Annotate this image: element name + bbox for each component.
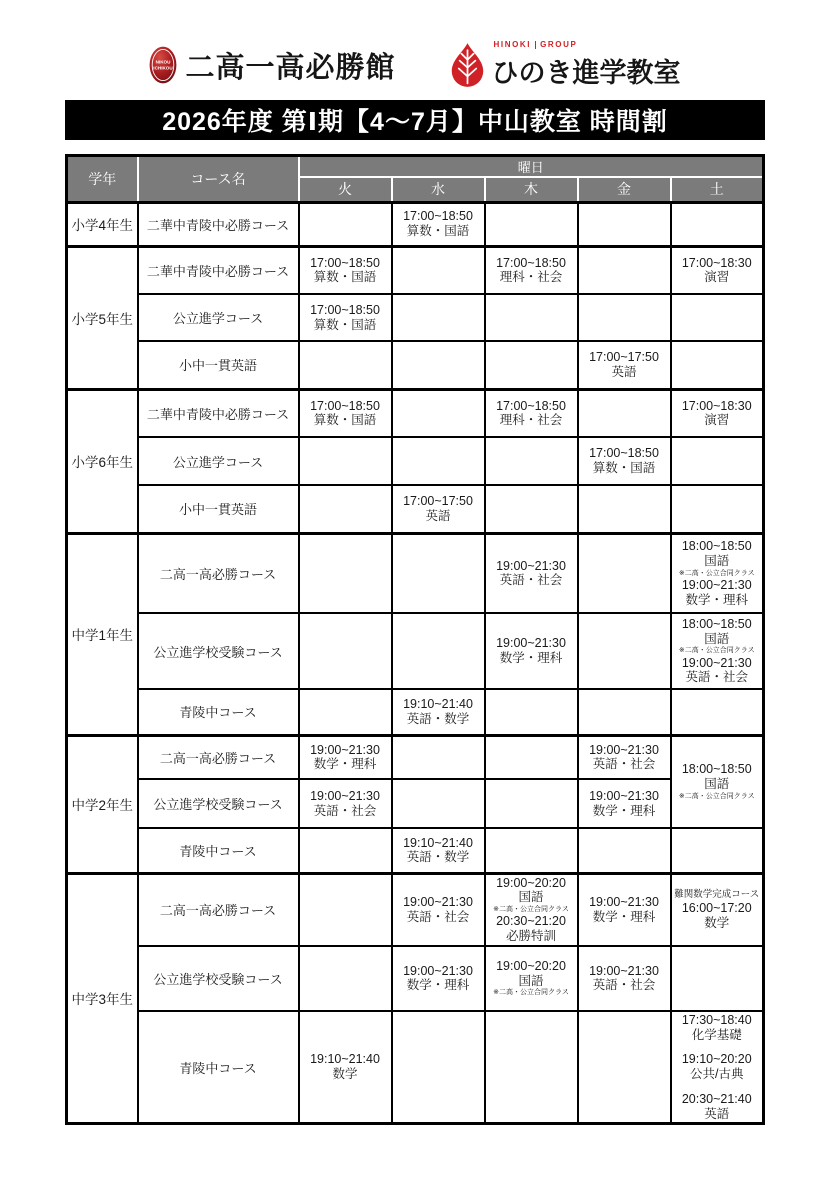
slot-cell: [485, 389, 578, 437]
slot-subject: 英語・数学: [406, 850, 470, 865]
slot-cell: [578, 779, 671, 828]
slot-time: 19:00~21:30: [681, 577, 752, 592]
slot-cell: [578, 389, 671, 437]
timetable: [65, 154, 765, 1125]
slot-subject: 数学・理科: [313, 757, 377, 772]
slot-cell: [485, 779, 578, 828]
slot-time: 19:00~21:30: [496, 558, 566, 573]
slot-subject: 英語: [611, 364, 637, 379]
slot-cell: [485, 689, 578, 735]
course-cell: 青陵中コース: [138, 1011, 299, 1124]
header-day-4: 土: [671, 177, 764, 202]
slot-subject: 英語・社会: [685, 670, 748, 685]
slot-cell: [392, 828, 485, 873]
slot-cell: [392, 294, 485, 341]
slot-cell: [392, 613, 485, 689]
slot-cell: [485, 1011, 578, 1124]
slot-cell: [392, 735, 485, 779]
slot-cell: [578, 246, 671, 294]
slot-cell: [299, 246, 392, 294]
slot-time: 19:00~21:30: [589, 963, 659, 978]
slot-cell: [671, 735, 764, 828]
slot-cell: [578, 202, 671, 246]
slot-time: 16:00~17:20: [681, 901, 752, 916]
slot-subject: 英語: [425, 508, 451, 523]
slot-time: 19:00~21:30: [403, 963, 473, 978]
slot-subject: 化学基礎: [691, 1027, 742, 1042]
header-course: コース名: [138, 156, 299, 203]
course-cell: 小中一貫英語: [138, 341, 299, 389]
slot-subject: 英語: [704, 1106, 730, 1121]
header-day-group: 曜日: [299, 156, 764, 178]
slot-time: 19:10~20:20: [681, 1052, 752, 1067]
course-cell: 二高一高必勝コース: [138, 533, 299, 613]
slot-subject: 国語: [518, 973, 544, 988]
slot-time: 18:00~18:50: [681, 762, 752, 777]
slot-subject: 英語・社会: [592, 978, 656, 993]
slot-cell: [485, 341, 578, 389]
slot-cell: [671, 689, 764, 735]
slot-cell: [578, 294, 671, 341]
slot-subject: 数学・理科: [592, 803, 656, 818]
slot-cell: [299, 533, 392, 613]
slot-time: 17:00~17:50: [403, 494, 473, 508]
slot-cell: [392, 389, 485, 437]
slot-subject: 演習: [704, 413, 730, 428]
slot-cell: [299, 341, 392, 389]
slot-subject: 国語: [704, 631, 730, 646]
slot-subject: 算数・国語: [313, 413, 377, 428]
hinoki-group-separator: [535, 41, 536, 49]
title-bar: 2026年度 第Ⅰ期【4〜7月】中山教室 時間割: [65, 100, 765, 140]
slot-time: 19:10~21:40: [403, 835, 473, 850]
slot-cell: [485, 613, 578, 689]
slot-time: 17:00~18:50: [589, 446, 659, 461]
slot-cell: [671, 485, 764, 533]
slot-cell: [671, 389, 764, 437]
course-cell: 公立進学コース: [138, 294, 299, 341]
slot-cell: [578, 873, 671, 946]
slot-note: ※二高・公立合同クラス: [493, 906, 569, 913]
hinoki-group-word2: GROUP: [540, 40, 578, 49]
slot-cell: [392, 779, 485, 828]
slot-subject: 英語・数学: [406, 711, 470, 726]
slot-subject: 公共/古典: [690, 1067, 744, 1082]
slot-cell: [392, 1011, 485, 1124]
slot-note: ※二高・公立合同クラス: [678, 569, 755, 577]
slot-cell: [299, 828, 392, 873]
slot-time: 19:00~21:30: [589, 894, 659, 909]
header-day-1: 水: [392, 177, 485, 202]
course-cell: 公立進学校受験コース: [138, 613, 299, 689]
slot-subject: 理科・社会: [499, 270, 563, 285]
header-day-0: 火: [299, 177, 392, 202]
slot-time: 19:00~21:30: [403, 894, 473, 909]
slot-time: 19:00~21:30: [589, 788, 659, 803]
grade-cell: 中学1年生: [67, 533, 138, 735]
slot-cell: [392, 437, 485, 485]
slot-cell: [485, 533, 578, 613]
slot-subject: 国語: [704, 553, 730, 568]
slot-subject: 国語: [518, 890, 544, 905]
grade-cell: 小学4年生: [67, 202, 138, 246]
slot-subject: 算数・国語: [313, 270, 377, 285]
slot-cell: [485, 202, 578, 246]
slot-time: 17:00~18:50: [496, 255, 566, 270]
slot-time: 17:00~18:50: [310, 302, 380, 317]
slot-cell: [392, 873, 485, 946]
slot-time: 19:00~21:30: [589, 742, 659, 757]
slot-subject: 算数・国語: [592, 461, 656, 475]
slot-cell: [392, 202, 485, 246]
logo-header: [65, 38, 765, 92]
page: [65, 0, 765, 1125]
grade-cell: 中学2年生: [67, 735, 138, 873]
course-cell: 青陵中コース: [138, 828, 299, 873]
slot-cell: [671, 613, 764, 689]
slot-subject: 英語・社会: [592, 757, 656, 772]
slot-time: 17:00~18:50: [310, 398, 380, 413]
hinoki-logo-text: [492, 40, 681, 90]
slot-time: 19:10~21:40: [310, 1052, 380, 1067]
slot-time: 17:00~18:50: [310, 255, 380, 270]
slot-time: 19:00~20:20: [496, 958, 566, 973]
slot-time: 17:00~18:30: [681, 255, 752, 270]
hinoki-leaf-icon: [450, 42, 485, 88]
slot-time: 19:10~21:40: [403, 697, 473, 711]
slot-cell: [299, 689, 392, 735]
slot-cell: [485, 735, 578, 779]
slot-subject: 英語・社会: [313, 803, 377, 818]
course-cell: 二高一高必勝コース: [138, 873, 299, 946]
slot-note: ※二高・公立合同クラス: [678, 647, 755, 655]
slot-cell: [392, 689, 485, 735]
slot-subject: 算数・国語: [406, 224, 470, 238]
slot-cell: [392, 946, 485, 1011]
course-cell: 小中一貫英語: [138, 485, 299, 533]
slot-cell: [485, 437, 578, 485]
slot-cell: [578, 689, 671, 735]
slot-time: 17:00~18:30: [681, 398, 752, 413]
course-cell: 二華中青陵中必勝コース: [138, 246, 299, 294]
slot-cell: [578, 613, 671, 689]
slot-subject: 算数・国語: [313, 317, 377, 332]
slot-cell: [578, 485, 671, 533]
slot-note: ※二高・公立合同クラス: [493, 989, 569, 997]
slot-cell: [299, 389, 392, 437]
slot-cell: [485, 246, 578, 294]
grade-cell: 中学3年生: [67, 873, 138, 1124]
slot-cell: [671, 202, 764, 246]
slot-time: 17:00~18:50: [496, 398, 566, 413]
slot-time: 19:00~21:30: [681, 655, 752, 670]
slot-cell: [485, 485, 578, 533]
nikou-seal-icon: [149, 46, 177, 84]
slot-cell: [578, 828, 671, 873]
slot-time: 20:30~21:40: [681, 1091, 752, 1106]
course-cell: 青陵中コース: [138, 689, 299, 735]
slot-cell: [299, 202, 392, 246]
hinoki-logo: [450, 40, 681, 90]
slot-cell: [392, 341, 485, 389]
slot-cell: [299, 873, 392, 946]
slot-subject: 演習: [704, 270, 730, 285]
slot-cell: [578, 341, 671, 389]
slot-cell: [485, 828, 578, 873]
slot-time: 19:00~20:20: [496, 875, 566, 890]
seal-text-line2: ICHIKOU: [153, 65, 174, 71]
hinoki-group-word1: HINOKI: [493, 40, 532, 49]
slot-cell: [671, 437, 764, 485]
grade-cell: 小学5年生: [67, 246, 138, 389]
seal-text-line1: NIKOU: [156, 59, 171, 65]
slot-note: ※二高・公立合同クラス: [678, 792, 755, 800]
timetable-wrap: [65, 154, 765, 1125]
slot-cell: [392, 485, 485, 533]
slot-subject: 英語・社会: [499, 573, 563, 588]
slot-cell: [299, 294, 392, 341]
slot-subject: 数学・理科: [592, 909, 656, 924]
slot-cell: [671, 294, 764, 341]
slot-time: 18:00~18:50: [681, 616, 752, 631]
slot-cell: [299, 946, 392, 1011]
slot-cell: [299, 485, 392, 533]
header-day-2: 木: [485, 177, 578, 202]
slot-time: 19:00~21:30: [310, 742, 380, 757]
slot-cell: [671, 533, 764, 613]
slot-subject: 数学・理科: [685, 592, 748, 607]
slot-subject: 理科・社会: [499, 413, 563, 428]
slot-cell: [671, 946, 764, 1011]
slot-cell: [578, 437, 671, 485]
slot-time: 19:00~21:30: [496, 636, 566, 651]
slot-cell: [578, 1011, 671, 1124]
slot-subject: 数学: [332, 1067, 358, 1082]
course-cell: 二華中青陵中必勝コース: [138, 202, 299, 246]
slot-cell: [578, 533, 671, 613]
slot-cell: [485, 873, 578, 946]
header-day-3: 金: [578, 177, 671, 202]
slot-subject: 数学: [704, 916, 730, 931]
nikou-logo-name: 二高一高必勝館: [185, 51, 396, 84]
slot-time: 19:00~21:30: [310, 788, 380, 803]
slot-cell: [671, 341, 764, 389]
slot-cell: [392, 533, 485, 613]
slot-cell: [671, 246, 764, 294]
slot-time: 18:00~18:50: [681, 539, 752, 554]
slot-cell: [578, 735, 671, 779]
slot-cell: [299, 613, 392, 689]
slot-cell: [299, 735, 392, 779]
course-cell: 公立進学校受験コース: [138, 779, 299, 828]
slot-subject: 英語・社会: [406, 909, 470, 924]
slot-cell: [299, 779, 392, 828]
slot-cell: [671, 828, 764, 873]
slot-time: 17:30~18:40: [681, 1012, 752, 1027]
slot-subject: 数学・理科: [499, 651, 563, 665]
course-cell: 二高一高必勝コース: [138, 735, 299, 779]
slot-cell: [392, 246, 485, 294]
header-grade: 学年: [67, 156, 138, 203]
grade-cell: 小学6年生: [67, 389, 138, 533]
slot-gap: [673, 1082, 762, 1092]
slot-cell: [485, 294, 578, 341]
slot-course-label: 難関数学完成コース: [674, 888, 760, 900]
slot-subject: 必勝特訓: [505, 929, 556, 944]
slot-cell: [671, 1011, 764, 1124]
slot-gap: [673, 1042, 762, 1052]
slot-time: 17:00~17:50: [589, 350, 659, 364]
slot-subject: 数学・理科: [406, 978, 470, 993]
slot-cell: [671, 873, 764, 946]
course-cell: 公立進学コース: [138, 437, 299, 485]
slot-cell: [299, 1011, 392, 1124]
slot-subject: 国語: [704, 777, 730, 792]
slot-time: 20:30~21:20: [496, 914, 566, 929]
slot-cell: [299, 437, 392, 485]
nikou-logo: [149, 45, 395, 86]
course-cell: 二華中青陵中必勝コース: [138, 389, 299, 437]
slot-time: 17:00~18:50: [403, 209, 473, 224]
hinoki-group-label: [494, 40, 681, 49]
course-cell: 公立進学校受験コース: [138, 946, 299, 1011]
hinoki-logo-name: ひのき進学教室: [491, 58, 681, 88]
slot-cell: [578, 946, 671, 1011]
slot-cell: [485, 946, 578, 1011]
